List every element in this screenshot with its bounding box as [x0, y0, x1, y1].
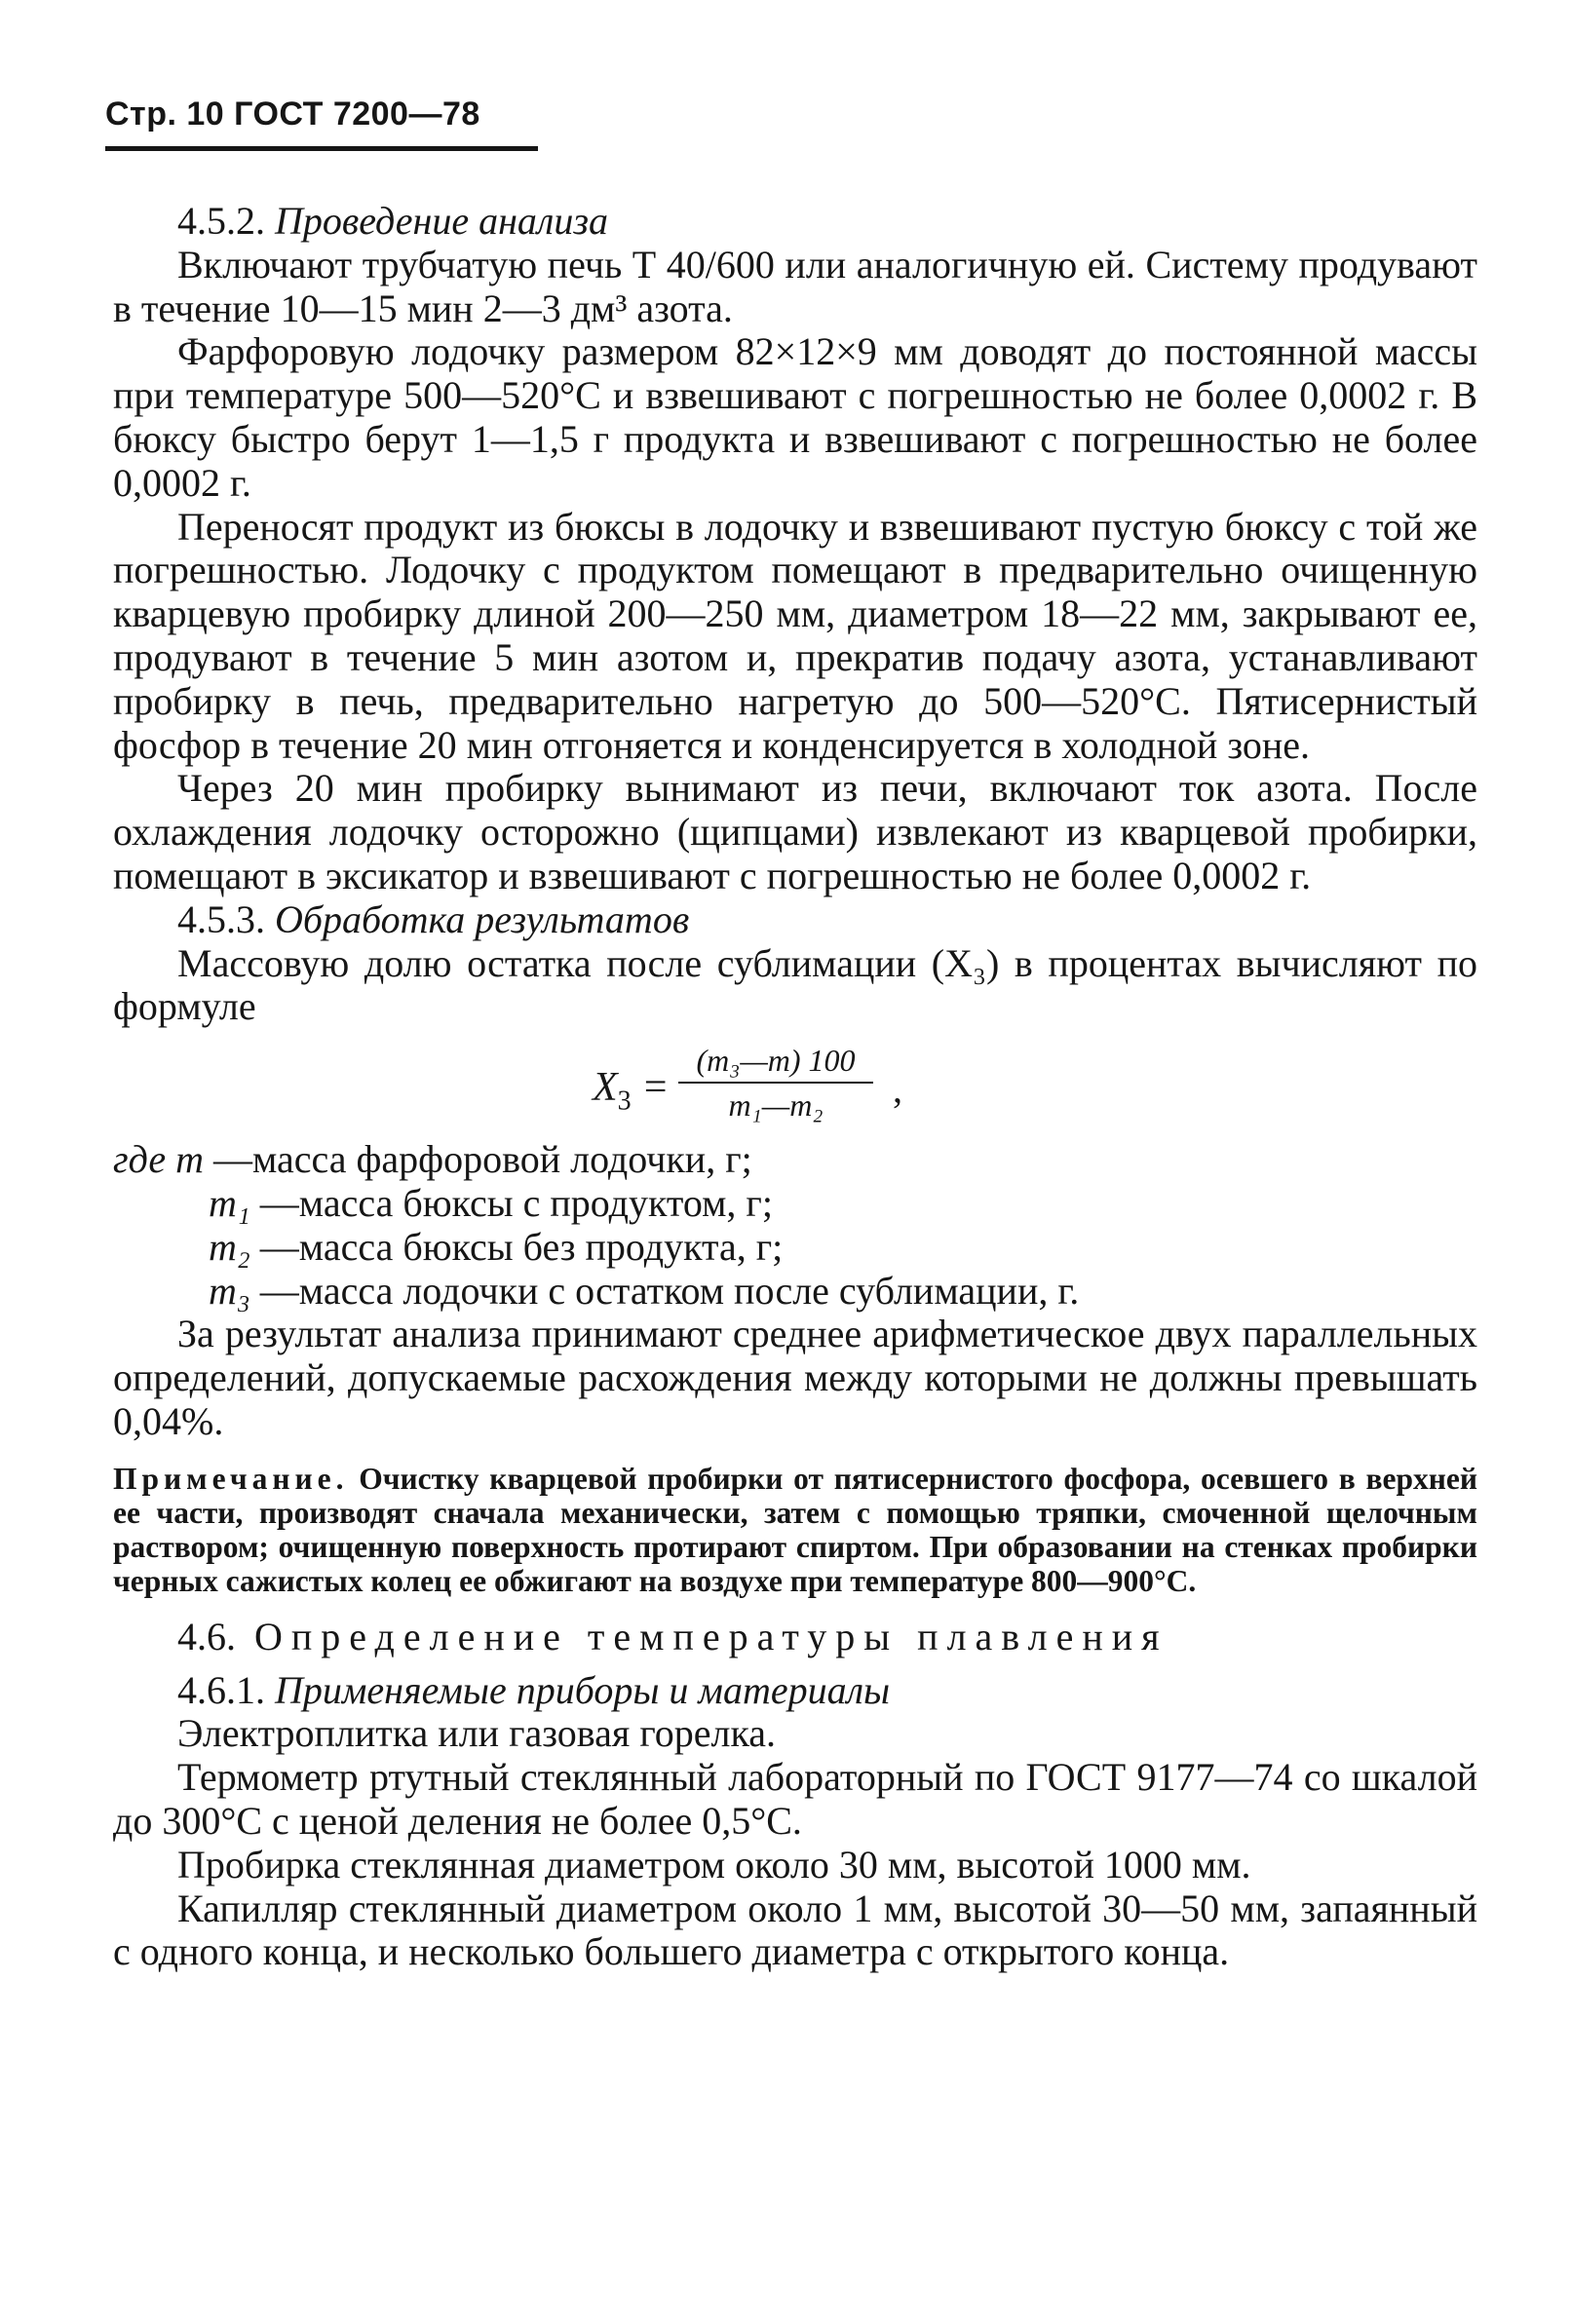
- variable-definition: [113, 1270, 1477, 1314]
- section-4-6-heading: [113, 1616, 1477, 1659]
- variable-label: m₁: [209, 1180, 250, 1225]
- paragraph: Пробирка стеклянная диаметром около 30 мм, высотой 1000 мм.: [177, 1842, 1251, 1886]
- header-rule: [105, 146, 538, 151]
- variable-definition: [113, 1182, 1477, 1226]
- variable-definition: [113, 1138, 1477, 1182]
- page-body: [113, 200, 1477, 1974]
- note-text: Очистку кварцевой пробирки от пятисернистого фосфора, осевшего в верхней ее части, производят сначала механически, затем с помощью тряпки, смоченной щелочным раствором; очищенную поверхность протирают спиртом. При образовании на стенках пробирки черных сажистых колец ее обжигают на воздухе при температуре 800—900°С.: [113, 1461, 1478, 1598]
- note-label: Примечание.: [113, 1461, 349, 1496]
- paragraph: Капилляр стеклянный диаметром около 1 мм, высотой 30—50 мм, запаянный с одного конца, и несколько большего диаметра с открытого конца.: [113, 1886, 1477, 1974]
- section-number: 4.6.1.: [177, 1667, 265, 1712]
- paragraph: Электроплитка или газовая горелка.: [177, 1711, 777, 1756]
- formula-numerator: (m₃—m) 100: [696, 1043, 856, 1079]
- note: [113, 1462, 1477, 1598]
- fraction-bar: [678, 1082, 873, 1084]
- formula-lhs: $X_3$ =: [593, 1065, 670, 1117]
- variable-label: m₃: [209, 1268, 250, 1313]
- section-4-5-2-heading: [113, 200, 1477, 244]
- formula-fraction: [678, 1041, 873, 1124]
- variable-definitions: [113, 1138, 1477, 1313]
- paragraph: Через 20 мин пробирку вынимают из печи, включают ток азота. После охлаждения лодочку осторожно (щипцами) извлекают из кварцевой пробирки, помещают в эксикатор и взвешивают с погрешностью не более 0,0002 г.: [113, 766, 1477, 897]
- paragraph: Термометр ртутный стеклянный лабораторный по ГОСТ 9177—74 со шкалой до 300°С с ценой деления не более 0,5°С.: [113, 1755, 1477, 1843]
- section-4-5-3-heading: [113, 898, 1477, 942]
- variable-text: —масса лодочки с остатком после сублимации, г.: [259, 1268, 1080, 1313]
- section-title: Проведение анализа: [275, 199, 608, 243]
- variable-text: —масса бюксы с продуктом, г;: [259, 1180, 773, 1225]
- page-header: Стр. 10 ГОСТ 7200—78: [105, 95, 480, 133]
- section-number: 4.5.3.: [177, 896, 265, 941]
- formula-intro: Массовую долю остатка после сублимации (X₃) в процентах вычисляют по формуле: [113, 940, 1477, 1029]
- variable-label: где m: [113, 1137, 204, 1182]
- section-number: 4.6.: [177, 1614, 236, 1658]
- formula: [113, 1041, 1477, 1130]
- formula-comma: ,: [893, 1067, 902, 1112]
- formula-lhs-sub: 3: [617, 1086, 632, 1117]
- section-title: Определение температуры плавления: [254, 1614, 1169, 1658]
- section-title: Обработка результатов: [275, 896, 690, 941]
- section-number: 4.5.2.: [177, 199, 265, 243]
- section-4-6-1-heading: [113, 1669, 1477, 1713]
- section-title: Применяемые приборы и материалы: [275, 1667, 891, 1712]
- paragraph: Переносят продукт из бюксы в лодочку и взвешивают пустую бюксу с той же погрешностью. Лодочку с продуктом помещают в предварительно очищенную кварцевую пробирку длиной 200—250 мм, диаметром 18—22 мм, закрывают ее, продувают в течение 5 мин азотом и, прекратив подачу азота, устанавливают пробирку в печь, предварительно нагретую до 500—520°С. Пятисернистый фосфор в течение 20 мин отгоняется и конденсируется в холодной зоне.: [113, 504, 1477, 767]
- variable-label: m₂: [209, 1224, 250, 1269]
- formula-denominator: m₁—m₂: [728, 1087, 824, 1124]
- paragraph: Включают трубчатую печь Т 40/600 или аналогичную ей. Систему продувают в течение 10—15 мин 2—3 дм³ азота.: [113, 242, 1477, 330]
- result-paragraph: За результат анализа принимают среднее арифметическое двух параллельных определений, допускаемые расхождения между которыми не должны превышать 0,04%.: [113, 1312, 1477, 1443]
- variable-definition: [113, 1226, 1477, 1270]
- variable-text: —масса бюксы без продукта, г;: [259, 1224, 784, 1269]
- paragraph: Фарфоровую лодочку размером 82×12×9 мм доводят до постоянной массы при температуре 500—520°С и взвешивают с погрешностью не более 0,0002 г. В бюксу быстро берут 1—1,5 г продукта и взвешивают с погрешностью не более 0,0002 г.: [113, 329, 1477, 505]
- variable-text: —масса фарфоровой лодочки, г;: [212, 1137, 752, 1182]
- formula-lhs-var: X: [593, 1065, 618, 1111]
